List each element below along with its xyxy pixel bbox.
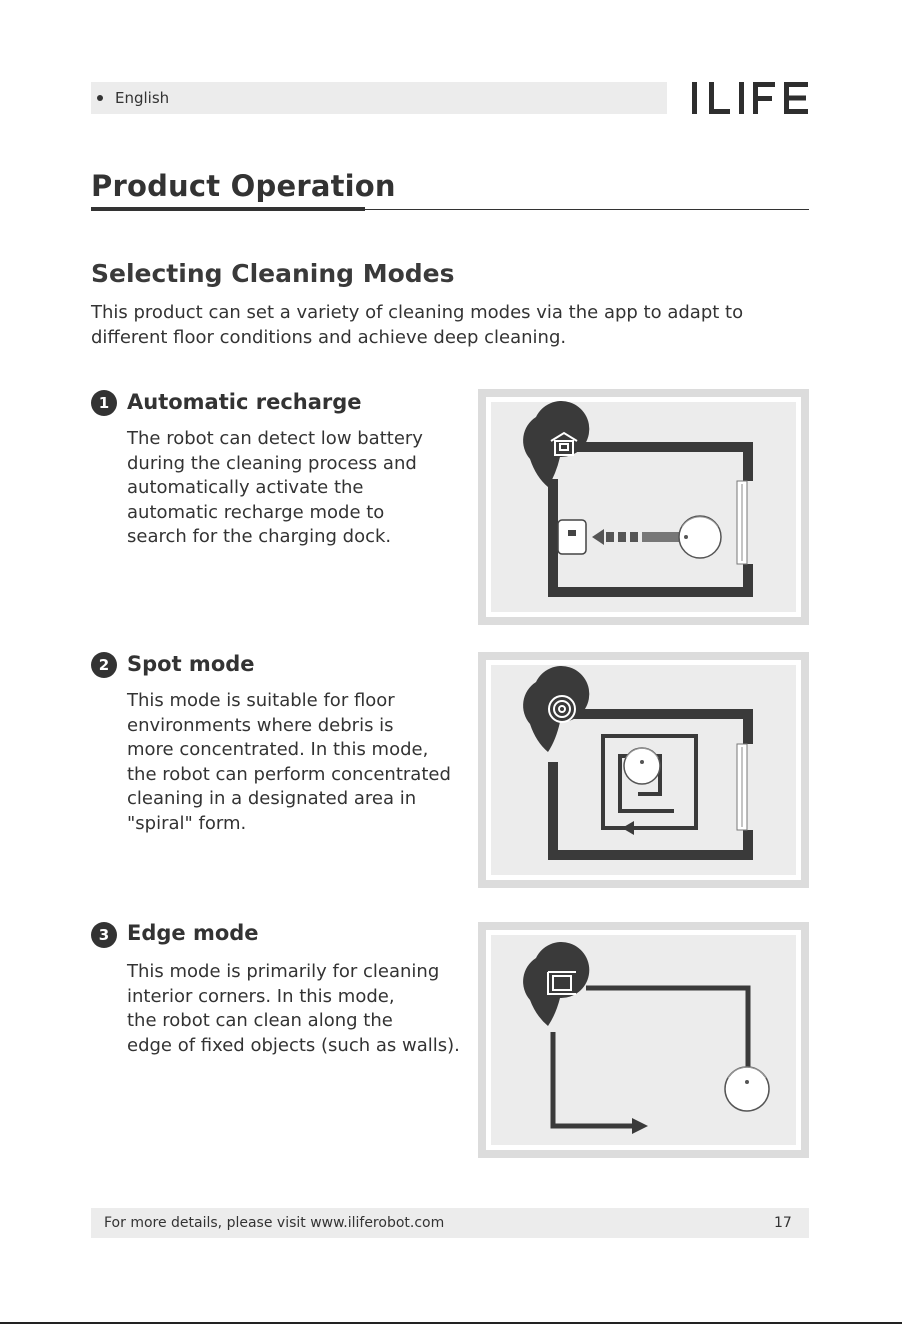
step-number: 1 [91, 390, 117, 416]
step-number: 2 [91, 652, 117, 678]
description-line: the robot can clean along the [127, 1010, 393, 1031]
step-number: 3 [91, 922, 117, 948]
page-title: Product Operation [91, 169, 396, 203]
footer-text: For more details, please visit www.iliferobot.com [104, 1215, 445, 1231]
description-line: automatically activate the [127, 477, 364, 498]
intro-line: This product can set a variety of cleaning modes via the app to adapt to [91, 302, 744, 323]
brand-logo [690, 79, 810, 117]
description-line: The robot can detect low battery [127, 428, 423, 449]
description-line: the robot can perform concentrated [127, 763, 451, 785]
section-intro [91, 300, 791, 350]
charging-dock-icon [558, 520, 586, 554]
description-line: environments where debris is [127, 714, 394, 736]
edge-mode-illustration [478, 922, 809, 1158]
language-bar [91, 82, 667, 114]
mode-description [127, 689, 451, 836]
language-label: English [115, 89, 170, 107]
description-line: This mode is suitable for floor [127, 690, 395, 711]
section-title: Selecting Cleaning Modes [91, 259, 455, 288]
spot-mode-illustration [478, 652, 809, 888]
description-line: edge of fixed objects (such as walls). [127, 1034, 460, 1056]
page-number: 17 [774, 1215, 792, 1231]
robot-vacuum-icon [725, 1067, 769, 1111]
intro-line: different floor conditions and achieve deep cleaning. [91, 327, 567, 348]
description-line: interior corners. In this mode, [127, 985, 395, 1007]
description-line: search for the charging dock. [127, 526, 392, 547]
title-underline [91, 207, 365, 211]
description-line: cleaning in a designated area in [127, 788, 417, 809]
mode-title-spot-mode: Spot mode [127, 652, 255, 676]
mode-description [127, 427, 423, 550]
description-line: during the cleaning process and [127, 452, 417, 474]
bullet-icon [97, 95, 103, 101]
description-line: "spiral" form. [127, 812, 247, 834]
automatic-recharge-illustration [478, 389, 809, 625]
description-line: more concentrated. In this mode, [127, 739, 429, 760]
description-line: This mode is primarily for cleaning [127, 961, 440, 982]
mode-title-edge-mode: Edge mode [127, 921, 259, 945]
robot-vacuum-icon [624, 748, 660, 784]
description-line: automatic recharge mode to [127, 501, 385, 523]
robot-vacuum-icon [679, 516, 721, 558]
mode-description [127, 960, 460, 1058]
mode-title-automatic-recharge: Automatic recharge [127, 390, 362, 414]
